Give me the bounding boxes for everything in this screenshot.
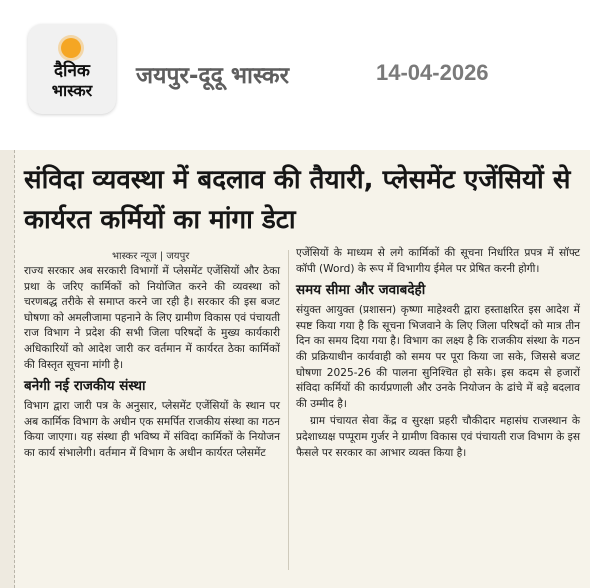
edition-title: जयपुर-दूदू भास्कर	[136, 63, 290, 89]
sun-icon	[61, 38, 81, 58]
article-headline: संविदा व्यवस्था में बदलाव की तैयारी, प्लेसमेंट एजेंसियों से कार्यरत कर्मियों का मांगा डेटा	[24, 165, 571, 235]
adjacent-column-fragment	[0, 150, 15, 588]
article-column-right	[296, 246, 580, 463]
logo-text-line2: भास्कर	[51, 81, 93, 100]
page-header	[0, 0, 590, 140]
subheading: समय सीमा और जवाबदेही	[296, 282, 426, 299]
article-byline: भास्कर न्यूज | जयपुर	[112, 251, 190, 262]
logo-text-line1: दैनिक	[54, 61, 90, 81]
edition-date: 14-04-2026	[376, 60, 489, 85]
paragraph: विभाग द्वारा जारी पत्र के अनुसार, प्लेसमेंट एजेंसियों के स्थान पर अब कार्मिक विभाग के अधीन एक समर्पित राजकीय संस्था का गठन किया जाएगा। यह संस्था ही भविष्य में संविदा कार्मिकों के नियोजन का कार्य संभालेगी। वर्तमान में विभाग के अधीन कार्यरत प्लेसमेंट	[24, 400, 280, 459]
dainik-bhaskar-logo[interactable]	[28, 24, 116, 114]
paragraph: एजेंसियों के माध्यम से लगे कार्मिकों की सूचना निर्धारित प्रपत्र में सॉफ्ट कॉपी (Word) के रूप में विभागीय ईमेल पर प्रेषित करनी होगी।	[296, 247, 580, 275]
paragraph: राज्य सरकार अब सरकारी विभागों में प्लेसमेंट एजेंसियों और ठेका प्रथा के जरिए कार्मिकों को नियोजित करने की व्यवस्था को चरणबद्ध तरीके से समाप्त करने जा रही है। सरकार की इस बजट घोषणा को अमलीजामा पहनाने के लिए ग्रामीण विकास एवं पंचायती राज विभाग ने प्रदेश की सभी जिला परिषदों के मुख्य कार्यकारी अधिकारियों को आदेश जारी कर वर्तमान में कार्यरत ठेका कार्मिकों की विस्तृत सूचना मांगी है।	[24, 265, 280, 371]
paragraph: ग्राम पंचायत सेवा केंद्र व सुरक्षा प्रहरी चौकीदार महासंघ राजस्थान के प्रदेशाध्यक्ष पप्पूराम गुर्जर ने ग्रामीण विकास एवं पंचायती राज विभाग के इस फैसले पर सरकार का आभार व्यक्त किया है।	[296, 415, 580, 459]
subheading: बनेगी नई राजकीय संस्था	[24, 378, 146, 395]
column-divider	[288, 250, 289, 570]
article-column-left	[24, 264, 280, 464]
paragraph: संयुक्त आयुक्त (प्रशासन) कृष्णा माहेश्वरी द्वारा हस्ताक्षरित इस आदेश में स्पष्ट किया गया है कि सूचना भिजवाने के लिए जिला परिषदों को मात्र तीन दिन का समय दिया गया है। विभाग का लक्ष्य है कि राजकीय संस्था के गठन की प्रक्रियाधीन कार्यवाही को समय पर पूरा किया जा सके, जिससे बजट घोषणा 2025-26 की पालना सुनिश्चित हो सके। इस कदम से हजारों संविदा कर्मियों की कार्यप्रणाली और उनके नियोजन के ढांचे में बड़े बदलाव की उम्मीद है।	[296, 304, 580, 410]
